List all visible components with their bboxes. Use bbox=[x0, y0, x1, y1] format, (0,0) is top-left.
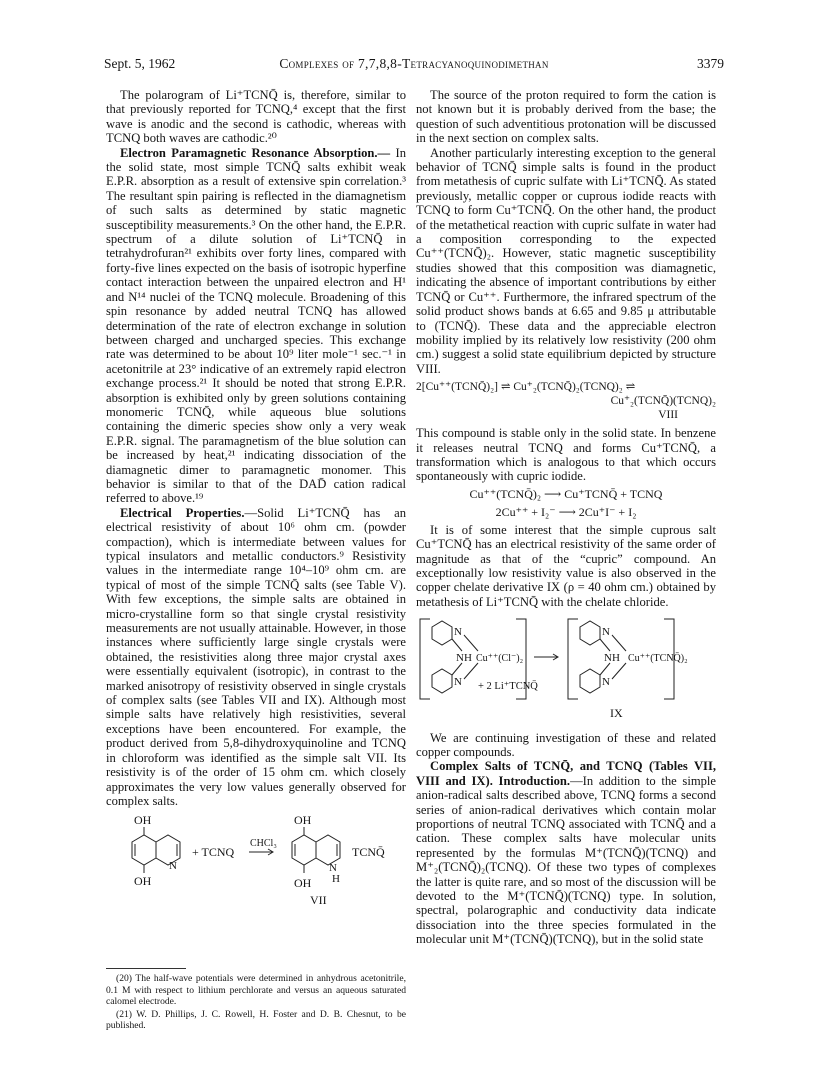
section-electrical bbox=[106, 506, 406, 809]
nitrogen-label: N bbox=[454, 626, 462, 639]
running-title: Complexes of 7,7,8,8-Tetracyanoquinodimethan bbox=[279, 56, 549, 71]
section-complex-salts bbox=[416, 759, 716, 946]
paragraph: The polarogram of Li⁺TCNQ̄ is, therefore, similar to that previously reported for TCNQ,⁴ except that the first wave is anodic and the second is cathodic, whereas with TCNQ both waves are cathodic.²⁰ bbox=[106, 88, 406, 146]
paragraph: This compound is stable only in the solid state. In benzene it releases neutral TCNQ and forms Cu⁺TCNQ̄, a transformation which is analogous to that which occurs spontaneously with cupric iodide. bbox=[416, 426, 716, 484]
paragraph-body: —Solid Li⁺TCNQ̄ has an electrical resistivity of about 10⁶ ohm cm. (powder compaction), which is intermediate between values for typical insulators and metallic conductors.⁹ Resistivity values in the intermediate range 10⁴–10⁹ ohm cm. are typical of most of the simple TCNQ̄ salts (see Table V). With few exceptions, the simple salts are obtained in micro-crystalline form so that single crystal resistivity measurements are not usually attainable. However, in those instances where sufficiently large single crystals were obtained, the resistivities along three major crystal axes were essentially equivalent (isotropic), in contrast to the marked anisotropy of resistivity observed in single crystals of complex salts (see Tables VII and IX). Although most simple salts have relatively high resistivities, several exceptions have been encountered. For example, the product derived from 5,8-dihydroxyquinoline and TCNQ in chloroform was identified as the simple salt VII. Its resistivity is of the order of 15 ohm cm. which closely approximates the very low values generally observed for complex salts. bbox=[106, 505, 406, 808]
reagent-tcnq: + TCNQ bbox=[192, 845, 235, 860]
hydroxyl-label: OH bbox=[134, 874, 152, 889]
product-anion: TCNQ̄ bbox=[352, 845, 385, 860]
nitrogen-label: N bbox=[169, 860, 177, 873]
section-heading: Electrical Properties. bbox=[120, 505, 245, 520]
compound-label-ix: IX bbox=[610, 706, 623, 721]
nitrogen-label: N bbox=[602, 626, 610, 639]
solvent-label: CHCl₃ bbox=[250, 838, 277, 850]
hydroxyl-label: OH bbox=[294, 813, 312, 828]
page-number: 3379 bbox=[697, 56, 724, 71]
reagent-label: + 2 Li⁺TCNQ̄ bbox=[478, 681, 538, 693]
equation-viii bbox=[416, 380, 716, 422]
paragraph: Another particularly interesting exception to the general behavior of TCNQ̄ simple salts is found in the product from metathesis of cupric sulfate with Li⁺TCNQ̄. As stated previously, metallic copper or cuprous iodide reacts with TCNQ to form Cu⁺TCNQ̄. On the other hand, the product of the metathetical reaction with cupric sulfate in water had a composition corresponding to the expected Cu⁺⁺(TCNQ̄)₂. However, static magnetic susceptibility studies showed that this composition was diamagnetic, indicating the absence of important contributions by either TCNQ̄ or Cu⁺⁺. Furthermore, the infrared spectrum of the solid product shows bands at 6.65 and 9.85 μ attributable to (TCNQ̄). These data and the appreciable electron mobility implied by its relatively low resistivity (200 ohm cm.) suggest a solid state equilibrium depicted by structure VIII. bbox=[416, 145, 716, 376]
nitrogen-label: N bbox=[602, 676, 610, 689]
footnote-rule bbox=[106, 968, 186, 969]
section-epr bbox=[106, 146, 406, 506]
right-column bbox=[416, 88, 716, 947]
section-heading: Electron Paramagnetic Resonance Absorption.— bbox=[120, 145, 391, 160]
compound-label-viii: VIII bbox=[658, 409, 678, 422]
paragraph: The source of the proton required to form the cation is not known but it is probably derived from the base; the question of such adventitious protonation will be discussed in the next section on complex salts. bbox=[416, 88, 716, 146]
equation-copper-1: Cu⁺⁺(TCNQ̄)₂ ⟶ Cu⁺TCNQ̄ + TCNQ bbox=[469, 486, 663, 501]
issue-date: Sept. 5, 1962 bbox=[104, 56, 176, 71]
hydroxyl-label: OH bbox=[134, 813, 152, 828]
scheme-ix-drawing bbox=[416, 613, 716, 723]
structure-scheme-vii bbox=[106, 812, 406, 923]
copper-chloride-label: Cu⁺⁺(Cl⁻)₂ bbox=[476, 653, 524, 665]
equation-line: 2[Cu⁺⁺(TCNQ̄)₂] ⇌ Cu⁺₂(TCNQ̄)₂(TCNQ)₂ ⇌ bbox=[416, 381, 636, 394]
left-column bbox=[106, 88, 406, 928]
scheme-vii-drawing bbox=[106, 812, 406, 920]
paragraph-body: —In addition to the simple anion-radical salts described above, TCNQ forms a second series of anion-radical derivatives which contain molar proportions of neutral TCNQ associated with TCNQ̄ and a cation. These complex salts have molecular units represented by the formulas M⁺(TCNQ̄)(TCNQ) and M⁺₂(TCNQ̄)₂(TCNQ). Of these two types of complexes the latter is quite rare, and so most of the discussion will be devoted to the M⁺(TCNQ̄)(TCNQ) type. In solution, spectral, polarographic and conductivity data indicate dissociation into the three species formulated in the molecular unit M⁺(TCNQ̄)(TCNQ), but in the solid state bbox=[416, 773, 717, 947]
amine-label: NH bbox=[604, 652, 620, 665]
copper-tcnq-label: Cu⁺⁺(TCNQ̄)₂ bbox=[628, 653, 688, 665]
paragraph: It is of some interest that the simple cuprous salt Cu⁺TCNQ̄ has an electrical resistivity of the same order of magnitude as that of the “cupric” compound. An exceptionally low resistivity value is also observed in the copper chelate derivative IX (ρ = 40 ohm cm.) obtained by metathesis of Li⁺TCNQ̄ with the chelate chloride. bbox=[416, 522, 716, 609]
nitrogen-label: N bbox=[454, 676, 462, 689]
hydrogen-label: H bbox=[332, 873, 340, 886]
equation-copper-2: 2Cu⁺⁺ + I₂⁻ ⟶ 2Cu⁺I⁻ + I₂ bbox=[495, 504, 637, 519]
paragraph: We are continuing investigation of these and related copper compounds. bbox=[416, 730, 716, 759]
footnote-20: (20) The half-wave potentials were determined in anhydrous acetonitrile, 0.1 M with respect to lithium perchlorate and versus an aqueous saturated calomel electrode. bbox=[106, 973, 406, 1007]
compound-label-vii: VII bbox=[310, 893, 327, 908]
footnotes bbox=[106, 968, 406, 1033]
nitrogen-label: N bbox=[329, 862, 337, 875]
structure-scheme-ix bbox=[416, 613, 716, 726]
amine-label: NH bbox=[456, 652, 472, 665]
equation-line: Cu⁺₂(TCNQ̄)(TCNQ)₂ bbox=[610, 395, 716, 408]
running-header bbox=[104, 56, 724, 76]
footnote-21: (21) W. D. Phillips, J. C. Rowell, H. Foster and D. B. Chesnut, to be published. bbox=[106, 1008, 406, 1031]
section-heading: Complex Salts of TCNQ̄, and TCNQ (Tables VII, VIII and IX). Introduction. bbox=[416, 759, 716, 788]
paragraph-body: In the solid state, most simple TCNQ̄ salts exhibit weak E.P.R. absorption as a result of extensive spin correlation.³ The resultant spin pairing is reflected in the diamagnetism of such salts as determined by static magnetic susceptibility measurements.³ On the other hand, the E.P.R. spectrum of a dilute solution of Li⁺TCNQ̄ in tetrahydrofuran²¹ exhibits over forty lines, compared with forty-five lines expected on the basis of isotropic hyperfine contact interaction between the unpaired electron and H¹ and N¹⁴ nuclei of the TCNQ molecule. Broadening of this spin resonance by added neutral TCNQ has allowed determination of the rate of electron exchange in solution between charged and uncharged species. This exchange rate was determined to be about 10⁹ liter mole⁻¹ sec.⁻¹ in acetonitrile at 23° indicative of an extremely rapid electron exchange process.²¹ It should be noted that strong E.P.R. absorption is exhibited only by green solutions containing monomeric TCNQ̄, while aqueous blue solutions containing the dimeric species show only a very weak E.P.R. signal. The paramagnetism of the blue solution can be increased by heat,²¹ indicating dissociation of the diamagnetic dimer to paramagnetic monomer. This behavior is similar to that of the DAD̄ cation radical referred to above.¹⁹ bbox=[106, 145, 406, 506]
hydroxyl-label: OH bbox=[294, 876, 312, 891]
